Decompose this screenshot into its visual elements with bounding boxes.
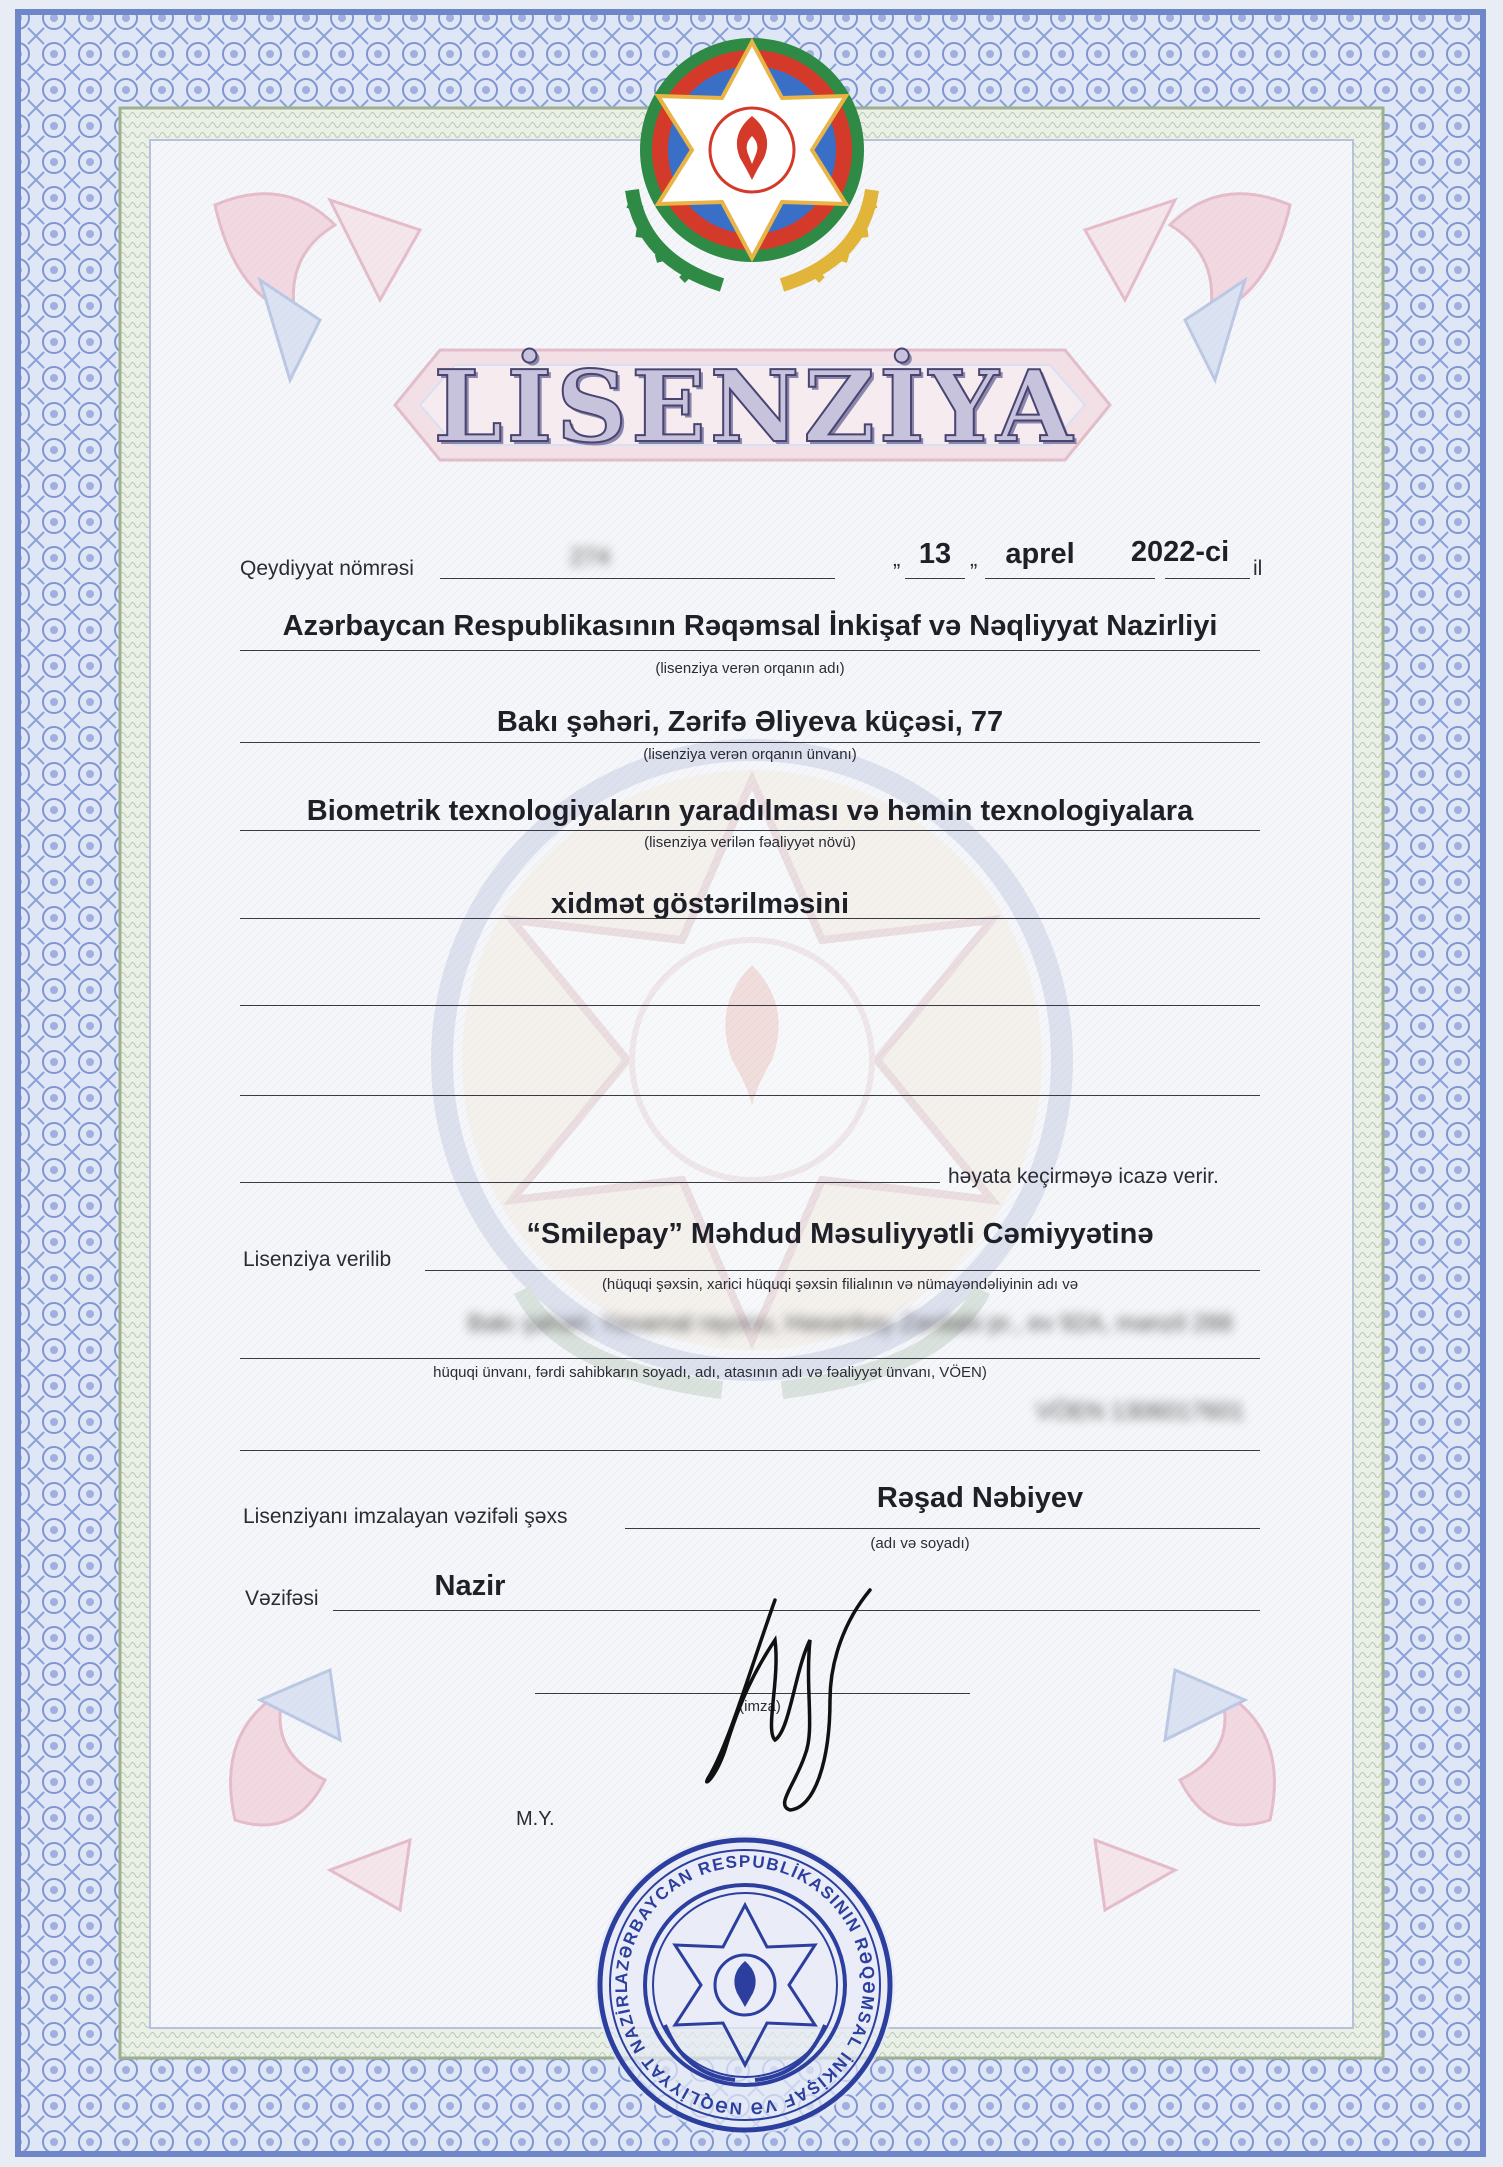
- date-day: 13: [918, 538, 952, 570]
- licensee-address: Bakı şəhəri, Yasamal rayonu, Həsənbəy Zərdabi pr., ev 92A, mənzil 288: [467, 1310, 1233, 1337]
- licensee-name: “Smilepay” Məhdud Məsuliyyətli Cəmiyyətinə: [526, 1218, 1154, 1250]
- activity-line-1-rule: [240, 830, 1260, 831]
- ornament-bottom-right: [1095, 1670, 1274, 1910]
- activity-line-2: xidmət göstərilməsini: [550, 888, 850, 920]
- stamp-text: AZƏRBAYCAN RESPUBLİKASININ RƏQƏMSAL İNKİŞAF VƏ NƏQLİYYAT NAZİRL: [611, 1851, 879, 2119]
- seal-label: M.Y.: [516, 1808, 555, 1830]
- date-month: aprel: [1005, 538, 1075, 570]
- blank-line-2: [240, 1095, 1260, 1096]
- tax-id: VÖEN 1306017601: [1035, 1398, 1245, 1425]
- issuer-address-line: [240, 742, 1260, 743]
- signer-caption: (adı və soyadı): [870, 1535, 970, 1552]
- issuer-address-caption: (lisenziya verən orqanın ünvanı): [643, 746, 857, 763]
- azerbaijan-emblem-icon: [622, 20, 882, 295]
- signer-name-line: [625, 1528, 1260, 1529]
- licensee-caption-1: (hüquqi şəxsin, xarici hüquqi şəxsin filialının və nümayəndəliyinin adı və: [601, 1276, 1079, 1293]
- licensee-name-line: [425, 1270, 1260, 1271]
- licensee-caption-2: hüquqi ünvanı, fərdi sahibkarın soyadı, adı, atasının adı və fəaliyyət ünvanı, VÖEN): [433, 1364, 987, 1381]
- activity-line-1: Biometrik texnologiyaların yaradılması və həmin texnologiyalara: [306, 795, 1194, 827]
- activity-line-2-rule: [240, 918, 1260, 919]
- issuer-name-line: [240, 650, 1260, 651]
- issuer-name: Azərbaycan Respublikasının Rəqəmsal İnkişaf və Nəqliyyat Nazirliyi: [282, 610, 1218, 642]
- ornament-bottom-left: [231, 1670, 410, 1910]
- reg-number-line: [440, 578, 835, 579]
- reg-number-value: 274: [569, 544, 611, 571]
- signature-icon: [680, 1580, 920, 1820]
- licensee-address-line: [240, 1358, 1260, 1359]
- date-year: 2022-ci: [1130, 536, 1230, 568]
- licensee-label: Lisenziya verilib: [243, 1248, 392, 1271]
- document-title: LİSENZİYA: [433, 350, 1077, 465]
- signature-caption: (imza): [739, 1698, 781, 1715]
- date-open-quote: „: [893, 546, 901, 571]
- date-close-quote: „: [970, 546, 978, 571]
- position-label: Vəzifəsi: [245, 1587, 319, 1610]
- issuer-address: Bakı şəhəri, Zərifə Əliyeva küçəsi, 77: [496, 706, 1004, 738]
- blank-line-3: [240, 1182, 940, 1183]
- position-value: Nazir: [434, 1570, 506, 1602]
- signer-label: Lisenziyanı imzalayan vəzifəli şəxs: [243, 1505, 568, 1528]
- permit-text: həyata keçirməyə icazə verir.: [948, 1165, 1219, 1188]
- issuer-name-caption: (lisenziya verən orqanın adı): [655, 660, 845, 677]
- date-year-suffix: il: [1253, 557, 1263, 580]
- tax-id-line: [240, 1450, 1260, 1451]
- date-month-line: [985, 578, 1155, 579]
- activity-caption: (lisenziya verilən fəaliyyət növü): [644, 834, 856, 851]
- blank-line-1: [240, 1005, 1260, 1006]
- date-day-line: [905, 578, 965, 579]
- date-year-line: [1165, 578, 1250, 579]
- ministry-seal-icon: [590, 1830, 900, 2140]
- signer-name: Rəşad Nəbiyev: [876, 1482, 1084, 1514]
- reg-number-label: Qeydiyyat nömrəsi: [240, 557, 414, 580]
